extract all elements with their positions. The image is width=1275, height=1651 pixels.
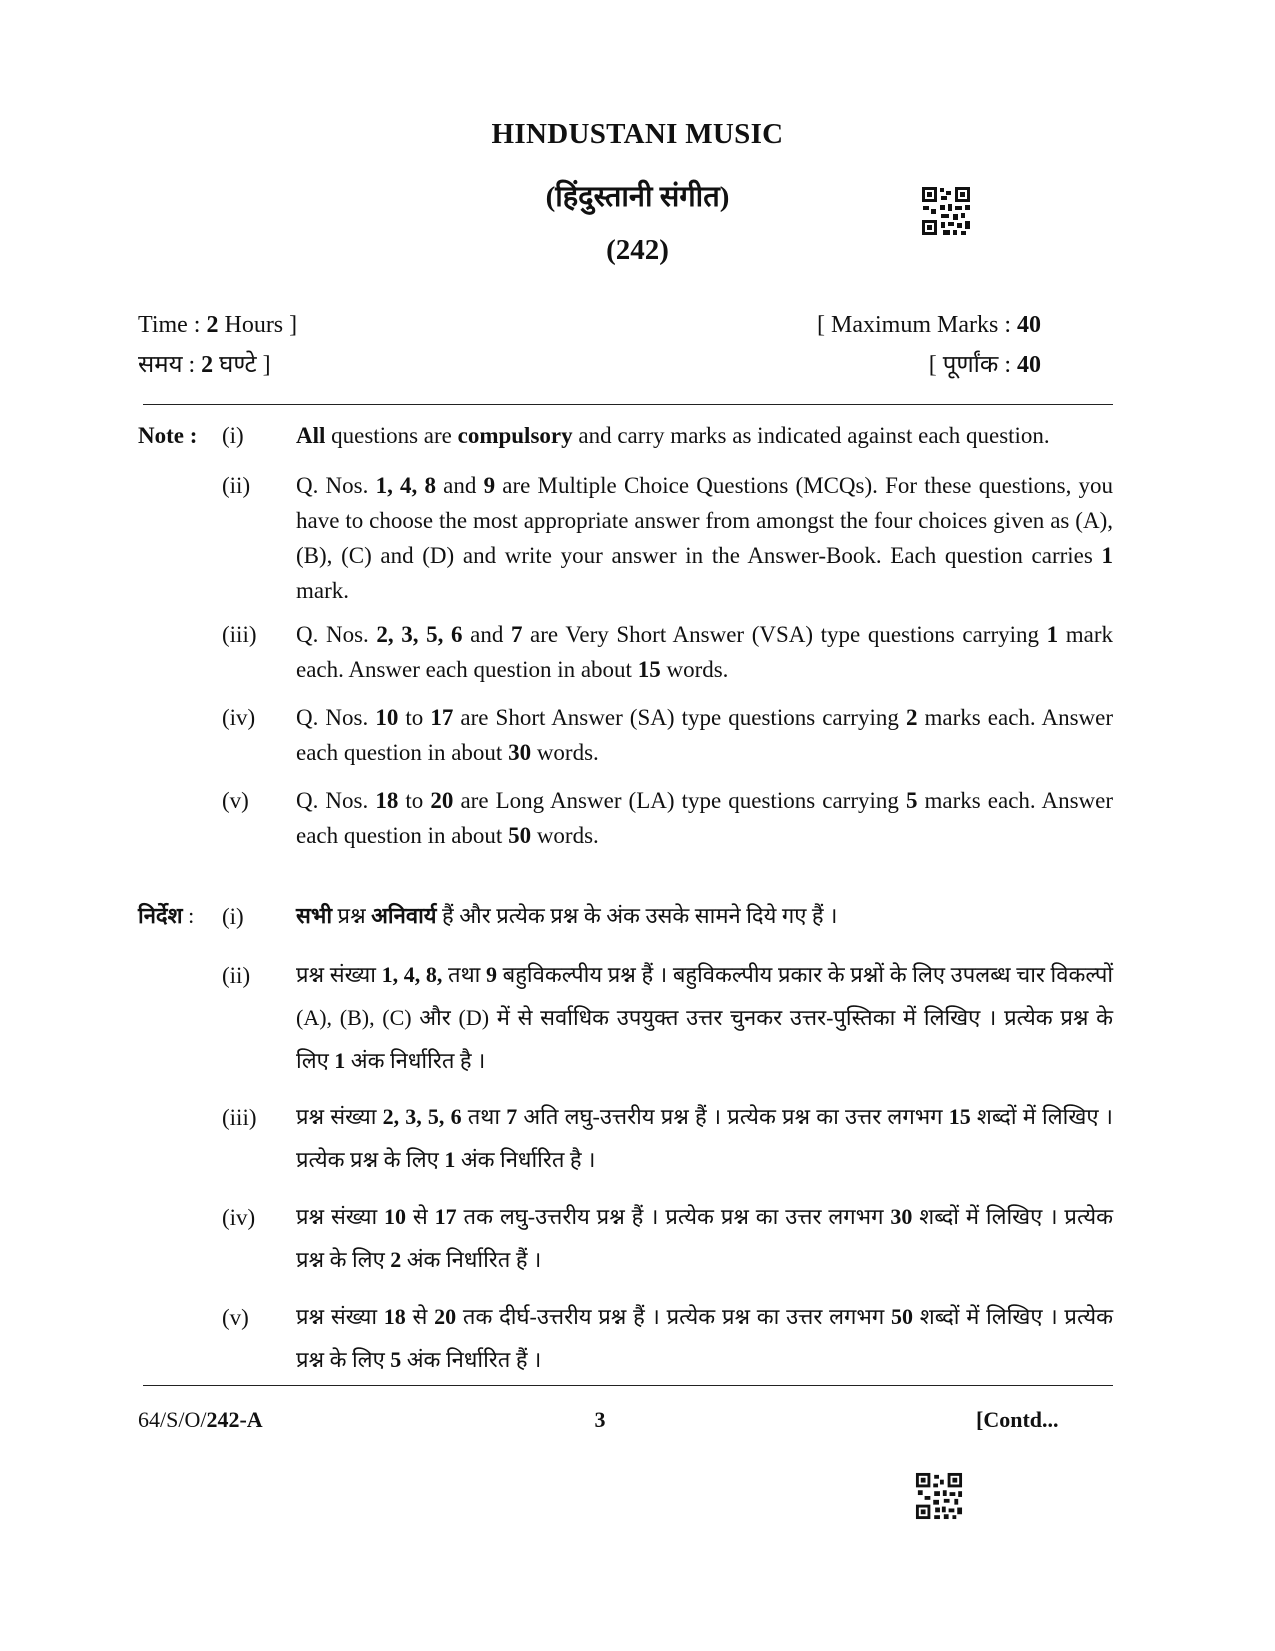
text-run: प्रश्न संख्या — [296, 1304, 384, 1329]
nirdesh-item — [296, 953, 1113, 1082]
bold-run: 17 — [430, 705, 454, 730]
text-run: are Very Short Answer (VSA) type questions carrying — [522, 622, 1047, 647]
text-run: questions are — [325, 423, 458, 448]
nirdesh-number: (ii) — [222, 963, 251, 988]
bold-run: 5 — [390, 1347, 402, 1372]
text-run: अंक निर्धारित है । — [455, 1147, 596, 1172]
note-number: (i) — [222, 423, 244, 448]
nirdesh-item — [296, 894, 1113, 937]
note-number: (iv) — [222, 705, 256, 730]
nirdesh-number: (iv) — [222, 1205, 256, 1230]
bold-run: 10 — [384, 1204, 407, 1229]
bold-run: 1 — [1046, 622, 1059, 647]
time-allowed-hindi: समय : 2 घण्टे ] — [138, 352, 271, 378]
bold-run: 2 — [390, 1247, 402, 1272]
text-run: से — [405, 1304, 435, 1329]
bold-run: 18 — [375, 788, 399, 813]
note-item — [296, 700, 1113, 770]
nirdesh-number: (i) — [222, 904, 244, 929]
bold-run: 9 — [486, 962, 498, 987]
note-number: (ii) — [222, 473, 251, 498]
bold-run: 8 — [424, 473, 436, 498]
text-run: Q. Nos. — [296, 788, 376, 813]
text-run: हैं और प्रत्येक प्रश्न के अंक उसके सामने दिये गए हैं । — [436, 903, 838, 928]
nirdesh-heading: निर्देश : — [138, 903, 195, 928]
nirdesh-item — [296, 1295, 1113, 1381]
bold-run: 10 — [375, 705, 399, 730]
bold-run: 1 — [334, 1048, 346, 1073]
bold-run: 1 — [1101, 543, 1113, 568]
text-run: शब्दों में लिखिए । प्रत्येक प्रश्न के लिए — [296, 1204, 1113, 1272]
text-run: Q. Nos. — [296, 473, 376, 498]
note-item — [296, 783, 1113, 853]
text-run: तक लघु-उत्तरीय प्रश्न हैं । प्रत्येक प्रश्न का उत्तर लगभग — [456, 1204, 891, 1229]
text-run: से — [406, 1204, 435, 1229]
divider-bottom — [143, 1385, 1113, 1386]
text-run: words. — [531, 740, 599, 765]
text-run: words. — [660, 657, 729, 682]
text-run: तथा — [461, 1104, 507, 1129]
text-run: are Long Answer (LA) type questions carrying — [453, 788, 906, 813]
bold-run: 15 — [948, 1104, 971, 1129]
note-item — [296, 617, 1113, 687]
divider-top — [143, 404, 1113, 405]
bold-run: 4, — [400, 473, 418, 498]
bold-run: 2, 3, 5, 6 — [376, 622, 463, 647]
bold-run: 1, 4, 8, — [381, 962, 443, 987]
text-run: शब्दों में लिखिए । प्रत्येक प्रश्न के लिए — [296, 1104, 1114, 1172]
bold-run: 15 — [637, 657, 661, 682]
bold-run: सभी — [296, 903, 333, 928]
text-run: mark. — [296, 578, 350, 603]
bold-run: compulsory — [457, 423, 573, 448]
text-run: marks each. Answer each question in about — [296, 788, 1114, 848]
text-run: are Short Answer (SA) type questions carrying — [453, 705, 906, 730]
bold-run: 1, — [375, 473, 393, 498]
bold-run: 17 — [434, 1204, 457, 1229]
text-run: प्रश्न संख्या — [296, 1204, 385, 1229]
text-run: अंक निर्धारित हैं । — [401, 1347, 542, 1372]
text-run: अति लघु-उत्तरीय प्रश्न हैं । प्रत्येक प्रश्न का उत्तर लगभग — [517, 1104, 949, 1129]
text-run: and carry marks as indicated against each question. — [572, 423, 1050, 448]
continued-label: [Contd... — [976, 1407, 1059, 1432]
text-run: and — [435, 473, 484, 498]
text-run: अंक निर्धारित है । — [345, 1048, 486, 1073]
note-item — [296, 418, 1113, 453]
note-number: (v) — [222, 788, 249, 813]
nirdesh-item — [296, 1195, 1113, 1281]
note-number: (iii) — [222, 622, 257, 647]
text-run: तथा — [442, 962, 487, 987]
text-run: बहुविकल्पीय प्रश्न हैं । बहुविकल्पीय प्रकार के प्रश्नों के लिए उपलब्ध चार विकल्पों (A), (B), (C) और (D) में से सर्वाधिक उपयुक्त उत्तर चुनकर उत्तर-पुस्तिका में लिखिए । प्रत्येक प्रश्न के लिए — [296, 962, 1114, 1073]
qr-code-icon — [921, 186, 971, 236]
text-run: Q. Nos. — [296, 705, 376, 730]
text-run: to — [398, 705, 431, 730]
maximum-marks-hindi: [ पूर्णांक : 40 — [928, 352, 1041, 378]
text-run: शब्दों में लिखिए । प्रत्येक प्रश्न के लिए — [296, 1304, 1113, 1372]
nirdesh-number: (v) — [222, 1305, 249, 1330]
paper-title: HINDUSTANI MUSIC — [491, 118, 784, 150]
nirdesh-item — [296, 1095, 1113, 1181]
text-run: mark each. Answer each question in about — [296, 622, 1113, 682]
text-run: अंक निर्धारित हैं । — [401, 1247, 542, 1272]
bold-run: 7 — [510, 622, 523, 647]
bold-run: 2 — [905, 705, 918, 730]
paper-title-hindi: (हिंदुस्तानी संगीत) — [545, 181, 730, 213]
subject-code: (242) — [606, 234, 669, 266]
text-run: प्रश्न संख्या — [296, 1104, 383, 1129]
note-heading: Note : — [138, 423, 198, 448]
bold-run: 30 — [890, 1204, 913, 1229]
bold-run: 18 — [383, 1304, 406, 1329]
bold-run: अनिवार्य — [371, 903, 437, 928]
bold-run: 9 — [483, 473, 496, 498]
bold-run: 2, 3, 5, 6 — [382, 1104, 462, 1129]
text-run: marks each. Answer each question in about — [296, 705, 1114, 765]
time-allowed: Time : 2 Hours ] — [138, 312, 298, 338]
text-run: Q. Nos. — [296, 622, 377, 647]
text-run: words. — [531, 823, 599, 848]
text-run: to — [398, 788, 431, 813]
page-number: 3 — [594, 1407, 606, 1432]
bold-run: 20 — [434, 1304, 457, 1329]
bold-run: 20 — [430, 788, 454, 813]
bold-run: All — [296, 423, 326, 448]
nirdesh-number: (iii) — [222, 1105, 257, 1130]
text-run: and — [462, 622, 511, 647]
bold-run: 30 — [508, 740, 532, 765]
bold-run: 5 — [905, 788, 918, 813]
text-run — [393, 473, 400, 498]
note-item — [296, 468, 1113, 608]
bold-run: 50 — [508, 823, 532, 848]
bold-run: 1 — [444, 1147, 456, 1172]
text-run: प्रश्न संख्या — [296, 962, 382, 987]
qr-code-icon — [915, 1472, 963, 1520]
maximum-marks: [ Maximum Marks : 40 — [817, 312, 1041, 338]
bold-run: 7 — [506, 1104, 518, 1129]
text-run: प्रश्न — [332, 903, 372, 928]
bold-run: 50 — [891, 1304, 914, 1329]
text-run: तक दीर्घ-उत्तरीय प्रश्न हैं । प्रत्येक प्रश्न का उत्तर लगभग — [456, 1304, 892, 1329]
paper-code: 64/S/O/242-A — [138, 1407, 263, 1432]
text-run: are Multiple Choice Questions (MCQs). For these questions, you have to choose the most appropriate answer from amongst the four choices given as (A), (B), (C) and (D) and write your answer in the Answer-Book. Each question carries — [296, 473, 1114, 568]
